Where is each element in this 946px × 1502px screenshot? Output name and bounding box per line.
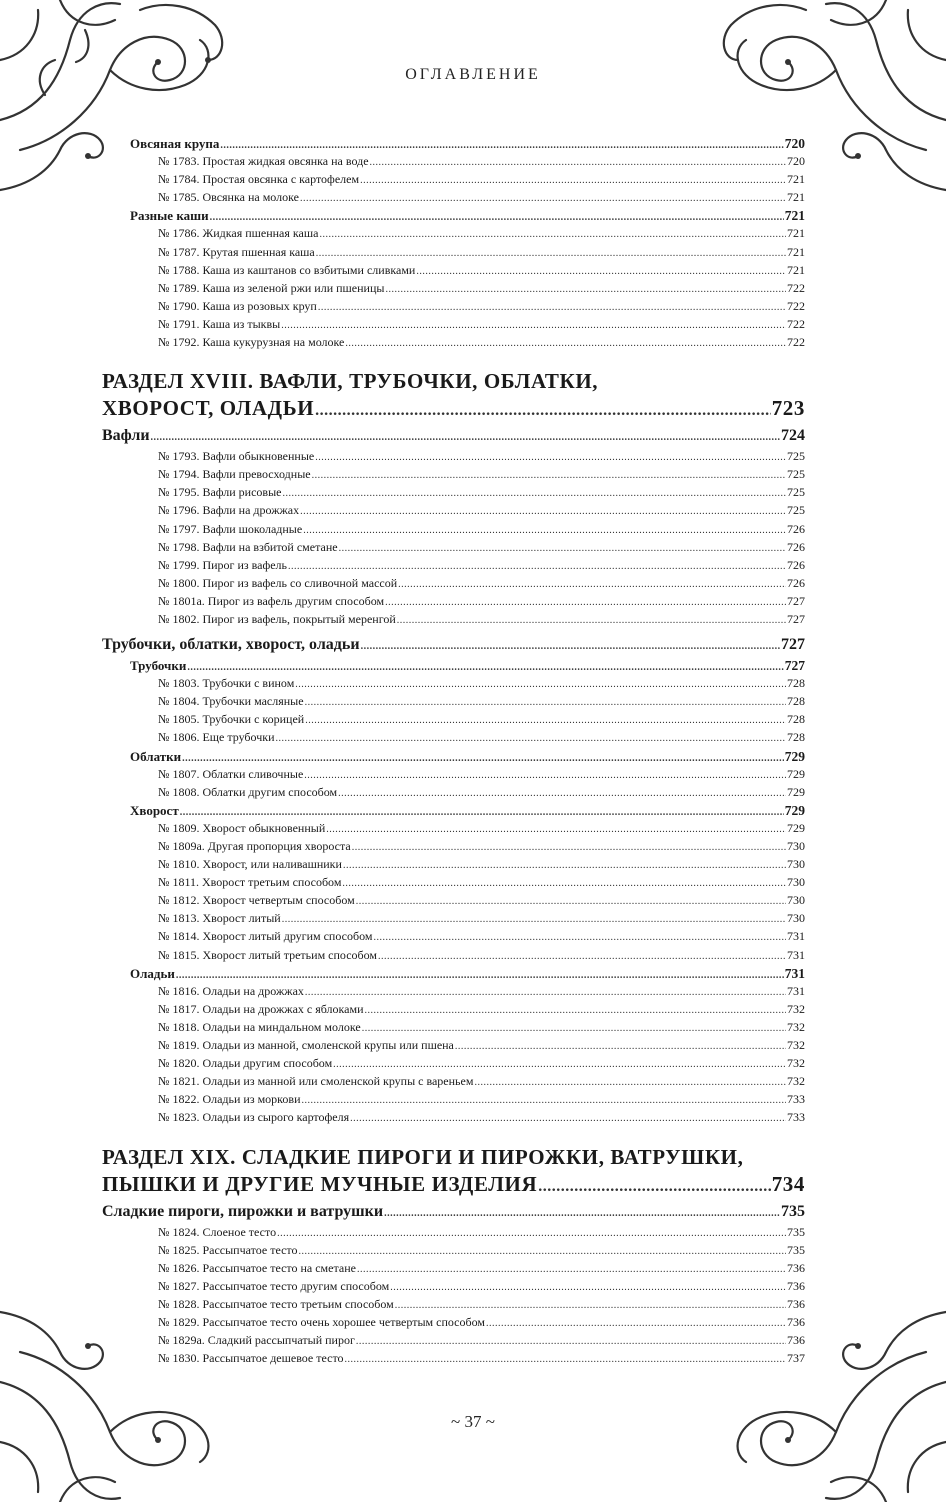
toc-subcategory[interactable] [102, 658, 805, 676]
toc-entry-page: 736 [787, 1333, 805, 1348]
dot-leader [318, 302, 786, 313]
toc-entry-page: 732 [787, 1074, 805, 1089]
toc-entry-title: Овсяная крупа [130, 136, 220, 151]
toc-entry-title: № 1809а. Другая пропорция хвороста [158, 839, 351, 853]
toc-entry-page: 724 [781, 427, 805, 445]
dot-leader [397, 615, 786, 626]
dot-leader [281, 320, 786, 331]
toc-entry-page: 732 [787, 1056, 805, 1071]
toc-subcategory[interactable] [102, 966, 805, 984]
table-of-contents [102, 136, 805, 1369]
dot-leader [343, 860, 786, 871]
toc-entry[interactable] [102, 712, 805, 730]
toc-entry[interactable] [102, 1261, 805, 1279]
toc-entry-title: № 1829. Рассыпчатое тесто очень хорошее четвертым способом [158, 1314, 485, 1329]
toc-entry-title: № 1825. Рассыпчатое тесто [158, 1242, 298, 1257]
dot-leader [361, 641, 780, 652]
toc-entry[interactable] [102, 612, 805, 630]
toc-entry[interactable] [102, 1020, 805, 1038]
toc-entry[interactable] [102, 299, 805, 317]
dot-leader [302, 1095, 787, 1106]
toc-entry-page: 728 [787, 712, 805, 727]
toc-entry-title: № 1822. Оладьи из моркови [158, 1092, 301, 1107]
toc-entry[interactable] [102, 335, 805, 353]
dot-leader [384, 1208, 780, 1219]
toc-entry-page: 728 [787, 694, 805, 709]
toc-entry-page: 729 [787, 784, 805, 799]
toc-entry-page: 725 [787, 449, 805, 464]
toc-entry-title: Трубочки [130, 658, 187, 674]
toc-entry-page: 736 [787, 1278, 805, 1293]
toc-entry[interactable] [102, 1074, 805, 1092]
dot-leader [365, 1005, 786, 1016]
dot-leader [395, 1300, 786, 1311]
toc-entry-title: № 1796. Вафли на дрожжах [158, 503, 300, 518]
toc-entry[interactable] [102, 540, 805, 558]
toc-entry[interactable] [102, 948, 805, 966]
toc-entry[interactable] [102, 911, 805, 929]
toc-entry-title: № 1798. Вафли на взбитой сметане [158, 539, 338, 554]
toc-entry[interactable] [102, 694, 805, 712]
dot-leader [370, 157, 786, 168]
toc-entry-title: № 1803. Трубочки с вином [158, 676, 295, 691]
dot-leader [373, 932, 786, 943]
toc-entry-title: Сладкие пироги, пирожки и ватрушки [102, 1202, 384, 1220]
toc-entry[interactable] [102, 503, 805, 521]
dot-leader [352, 842, 786, 853]
toc-entry-page: 730 [787, 857, 805, 872]
toc-entry-title: № 1828. Рассыпчатое тесто третьим способом [158, 1296, 394, 1311]
toc-entry-page: 727 [781, 636, 805, 654]
toc-entry[interactable] [102, 263, 805, 281]
toc-entry-title: № 1807. Облатки сливочные [158, 766, 304, 781]
toc-entry-page: 722 [787, 316, 805, 331]
toc-entry[interactable] [102, 676, 805, 694]
section-title-line1: РАЗДЕЛ XVIII. ВАФЛИ, ТРУБОЧКИ, ОБЛАТКИ, [102, 369, 599, 394]
toc-entry[interactable] [102, 1297, 805, 1315]
toc-entry-page: 730 [787, 875, 805, 890]
toc-entry-page: 721 [787, 172, 805, 187]
dot-leader [304, 770, 786, 781]
dot-leader [276, 733, 786, 744]
toc-entry-title: Облатки [130, 748, 182, 764]
toc-entry-title: № 1797. Вафли шоколадные [158, 521, 303, 536]
toc-entry-title: № 1826. Рассыпчатое тесто на сметане [158, 1260, 356, 1275]
section-title-line2: ПЫШКИ И ДРУГИЕ МУЧНЫЕ ИЗДЕЛИЯ [102, 1171, 538, 1196]
toc-entry-page: 721 [787, 244, 805, 259]
toc-entry[interactable] [102, 576, 805, 594]
toc-section-heading[interactable] [102, 1143, 805, 1200]
toc-category[interactable] [102, 636, 805, 658]
dot-leader [305, 715, 786, 726]
dot-leader [210, 212, 784, 223]
toc-entry-page: 732 [787, 1001, 805, 1016]
toc-entry[interactable] [102, 857, 805, 875]
dot-leader [303, 525, 786, 536]
toc-entry-title: № 1805. Трубочки с корицей [158, 712, 305, 727]
dot-leader [282, 488, 786, 499]
dot-leader [455, 1041, 786, 1052]
page-header-title: ОГЛАВЛЕНИЕ [405, 66, 541, 83]
toc-entry-title: № 1818. Оладьи на миндальном молоке [158, 1019, 361, 1034]
toc-entry-title: № 1816. Оладьи на дрожжах [158, 983, 304, 998]
dot-leader [339, 543, 786, 554]
dot-leader [538, 1178, 770, 1196]
toc-entry-title: № 1820. Оладьи другим способом [158, 1056, 333, 1071]
toc-entry[interactable] [102, 1315, 805, 1333]
dot-leader [277, 1228, 786, 1239]
dot-leader [333, 1059, 786, 1070]
toc-entry-title: № 1802. Пирог из вафель, покрытый меренгой [158, 611, 396, 626]
toc-entry-title: № 1817. Оладьи на дрожжах с яблоками [158, 1001, 364, 1016]
toc-entry-title: № 1783. Простая жидкая овсянка на воде [158, 154, 369, 169]
toc-entry[interactable] [102, 875, 805, 893]
dot-leader [357, 1264, 786, 1275]
toc-entry-title: № 1799. Пирог из вафель [158, 557, 288, 572]
dot-leader [300, 193, 786, 204]
toc-entry[interactable] [102, 767, 805, 785]
toc-entry-page: 733 [787, 1110, 805, 1125]
toc-entry-title: № 1813. Хворост литый [158, 911, 281, 926]
dot-leader [187, 662, 783, 673]
toc-entry-title: № 1810. Хворост, или наливашники [158, 857, 342, 872]
toc-entry[interactable] [102, 190, 805, 208]
dot-leader [356, 1336, 786, 1347]
toc-entry-title: № 1792. Каша кукурузная на молоке [158, 335, 345, 350]
toc-entry-title: № 1830. Рассыпчатое дешевое тесто [158, 1351, 344, 1366]
toc-subcategory[interactable] [102, 136, 805, 154]
toc-entry-title: № 1827. Рассыпчатое тесто другим способом [158, 1278, 390, 1293]
toc-entry-title: № 1814. Хворост литый другим способом [158, 929, 373, 944]
toc-entry-page: 731 [787, 983, 805, 998]
dot-leader [416, 266, 786, 277]
dot-leader [345, 1354, 786, 1365]
toc-entry-title: № 1809. Хворост обыкновенный [158, 820, 326, 835]
toc-section-heading[interactable] [102, 367, 805, 424]
toc-category[interactable] [102, 1203, 805, 1225]
dot-leader [385, 597, 786, 608]
toc-entry-page: 721 [787, 262, 805, 277]
toc-entry-title: № 1784. Простая овсянка с картофелем [158, 172, 360, 187]
dot-leader [486, 1318, 786, 1329]
toc-entry-title: № 1791. Каша из тыквы [158, 316, 281, 331]
dot-leader [362, 1023, 786, 1034]
toc-entry-page: 731 [787, 929, 805, 944]
toc-entry[interactable] [102, 1110, 805, 1128]
toc-entry-title: № 1793. Вафли обыкновенные [158, 449, 315, 464]
page-number: ~ 37 ~ [451, 1412, 495, 1431]
dot-leader [151, 432, 780, 443]
dot-leader [378, 951, 786, 962]
toc-entry-title: Хворост [130, 802, 179, 818]
toc-entry[interactable] [102, 785, 805, 803]
dot-leader [295, 679, 786, 690]
toc-entry-title: № 1785. Овсянка на молоке [158, 190, 299, 205]
toc-entry-page: 727 [787, 611, 805, 626]
dot-leader [305, 987, 786, 998]
toc-entry-title: № 1795. Вафли рисовые [158, 485, 282, 500]
toc-entry-page: 735 [787, 1224, 805, 1239]
toc-entry-page: 729 [787, 820, 805, 835]
toc-entry[interactable] [102, 1038, 805, 1056]
toc-entry[interactable] [102, 1225, 805, 1243]
dot-leader [360, 175, 786, 186]
toc-entry-page: 726 [787, 521, 805, 536]
toc-entry-title: № 1790. Каша из розовых круп [158, 298, 317, 313]
dot-leader [385, 284, 786, 295]
toc-entry-page: 729 [784, 802, 805, 818]
toc-entry[interactable] [102, 893, 805, 911]
toc-subcategory[interactable] [102, 803, 805, 821]
dot-leader [316, 248, 786, 259]
toc-entry-title: № 1786. Жидкая пшенная каша [158, 226, 319, 241]
toc-entry[interactable] [102, 594, 805, 612]
dot-leader [298, 1246, 786, 1257]
dot-leader [326, 824, 786, 835]
toc-entry-title: № 1801а. Пирог из вафель другим способом [158, 593, 385, 608]
toc-entry-title: № 1821. Оладьи из манной или смоленской крупы с вареньем [158, 1074, 474, 1089]
toc-entry-page: 721 [787, 190, 805, 205]
toc-entry-title: № 1800. Пирог из вафель со сливочной массой [158, 575, 398, 590]
dot-leader [182, 753, 784, 764]
toc-entry-title: Вафли [102, 427, 150, 445]
dot-leader [338, 788, 786, 799]
toc-entry-page: 729 [787, 766, 805, 781]
toc-entry-page: 730 [787, 911, 805, 926]
toc-entry[interactable] [102, 154, 805, 172]
toc-entry[interactable] [102, 245, 805, 263]
toc-entry-page: 736 [787, 1296, 805, 1311]
toc-entry-page: 732 [787, 1038, 805, 1053]
section-title-line2: ХВОРОСТ, ОЛАДЬИ [102, 396, 315, 421]
toc-entry[interactable] [102, 1056, 805, 1074]
toc-entry[interactable] [102, 449, 805, 467]
toc-entry-page: 736 [787, 1314, 805, 1329]
toc-entry[interactable] [102, 172, 805, 190]
toc-subcategory[interactable] [102, 208, 805, 226]
toc-entry-page: 725 [787, 485, 805, 500]
toc-entry-page: 720 [784, 136, 805, 151]
toc-entry-title: № 1829а. Сладкий рассыпчатый пирог [158, 1333, 355, 1348]
toc-entry[interactable] [102, 730, 805, 748]
toc-entry-page: 720 [787, 154, 805, 169]
toc-entry-page: 726 [787, 539, 805, 554]
toc-entry-page: 737 [787, 1351, 805, 1366]
toc-entry-page: 730 [787, 839, 805, 853]
toc-entry-title: № 1789. Каша из зеленой ржи или пшеницы [158, 280, 385, 295]
dot-leader [300, 506, 786, 517]
toc-entry[interactable] [102, 485, 805, 503]
toc-entry-page: 731 [787, 947, 805, 962]
toc-entry-page: 732 [787, 1019, 805, 1034]
toc-entry-page: 735 [787, 1242, 805, 1257]
toc-entry-page: 722 [787, 298, 805, 313]
toc-entry-title: № 1812. Хворост четвертым способом [158, 893, 355, 908]
toc-entry-page: 730 [787, 893, 805, 908]
toc-entry-title: № 1806. Еще трубочки [158, 730, 275, 745]
toc-entry-page: 727 [784, 658, 805, 674]
toc-entry-page: 721 [784, 208, 805, 224]
toc-entry-title: № 1787. Крутая пшенная каша [158, 244, 315, 259]
toc-entry-page: 725 [787, 503, 805, 518]
toc-category[interactable] [102, 427, 805, 449]
section-page-number: 723 [771, 396, 805, 421]
toc-entry-title: № 1808. Облатки другим способом [158, 784, 338, 799]
toc-entry-page: 725 [787, 467, 805, 482]
dot-leader [315, 402, 771, 420]
toc-entry-title: № 1819. Оладьи из манной, смоленской крупы или пшена [158, 1038, 454, 1053]
toc-entry[interactable] [102, 467, 805, 485]
toc-entry-page: 733 [787, 1092, 805, 1107]
toc-entry-title: № 1794. Вафли превосходные [158, 467, 311, 482]
toc-entry-title: № 1804. Трубочки масляные [158, 694, 304, 709]
toc-entry-title: Оладьи [130, 965, 175, 981]
dot-leader [390, 1282, 786, 1293]
dot-leader [176, 970, 784, 981]
toc-entry[interactable] [102, 1333, 805, 1351]
toc-entry[interactable] [102, 1279, 805, 1297]
dot-leader [474, 1077, 786, 1088]
toc-subcategory[interactable] [102, 749, 805, 767]
dot-leader [356, 896, 786, 907]
toc-entry[interactable] [102, 558, 805, 576]
toc-entry[interactable] [102, 839, 805, 857]
toc-entry[interactable] [102, 522, 805, 540]
toc-entry-title: Трубочки, облатки, хворост, оладьи [102, 636, 360, 654]
dot-leader [315, 452, 786, 463]
toc-entry[interactable] [102, 1092, 805, 1110]
dot-leader [342, 878, 786, 889]
toc-entry[interactable] [102, 929, 805, 947]
toc-entry-page: 722 [787, 280, 805, 295]
toc-entry-page: 736 [787, 1260, 805, 1275]
toc-entry[interactable] [102, 1351, 805, 1369]
toc-entry-title: № 1824. Слоеное тесто [158, 1224, 277, 1239]
toc-entry[interactable] [102, 1002, 805, 1020]
toc-entry[interactable] [102, 317, 805, 335]
toc-entry[interactable] [102, 984, 805, 1002]
toc-entry-page: 721 [787, 226, 805, 241]
toc-entry[interactable] [102, 281, 805, 299]
toc-entry-page: 722 [787, 335, 805, 350]
toc-entry[interactable] [102, 821, 805, 839]
dot-leader [350, 1113, 786, 1124]
section-page-number: 734 [771, 1171, 805, 1196]
toc-entry-page: 731 [784, 965, 805, 981]
toc-entry[interactable] [102, 1243, 805, 1261]
toc-entry-page: 729 [784, 748, 805, 764]
dot-leader [180, 807, 784, 818]
dot-leader [345, 338, 786, 349]
toc-entry-page: 735 [781, 1202, 805, 1220]
toc-entry-title: № 1811. Хворост третьим способом [158, 875, 342, 890]
dot-leader [220, 140, 783, 151]
dot-leader [398, 579, 786, 590]
toc-entry-page: 727 [787, 593, 805, 608]
toc-entry-title: № 1823. Оладьи из сырого картофеля [158, 1110, 350, 1125]
dot-leader [282, 914, 786, 925]
dot-leader [305, 697, 786, 708]
section-title-line1: РАЗДЕЛ XIX. СЛАДКИЕ ПИРОГИ И ПИРОЖКИ, ВАТРУШКИ, [102, 1144, 744, 1169]
toc-entry[interactable] [102, 226, 805, 244]
toc-entry-page: 728 [787, 730, 805, 745]
dot-leader [288, 561, 786, 572]
dot-leader [319, 229, 786, 240]
dot-leader [312, 470, 786, 481]
toc-entry-title: Разные каши [130, 208, 209, 224]
toc-entry-page: 728 [787, 676, 805, 691]
toc-entry-page: 726 [787, 557, 805, 572]
toc-entry-title: № 1815. Хворост литый третьим способом [158, 947, 377, 962]
toc-entry-page: 726 [787, 575, 805, 590]
toc-entry-title: № 1788. Каша из каштанов со взбитыми сливками [158, 262, 416, 277]
